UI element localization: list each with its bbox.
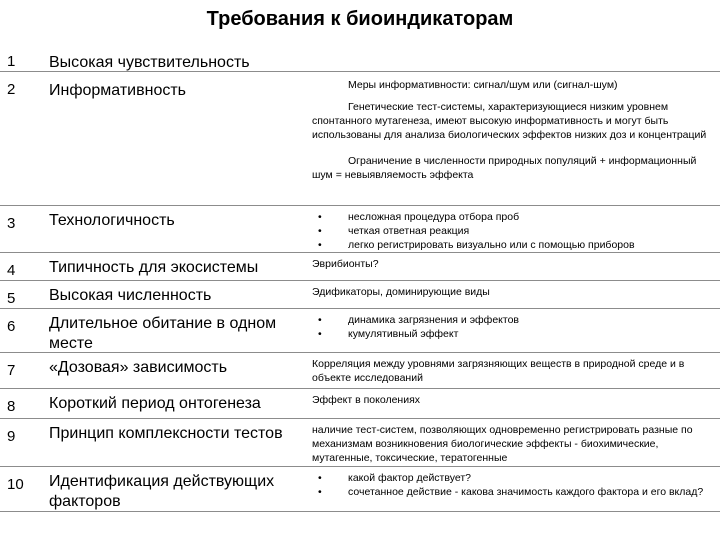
bullet-icon: • xyxy=(318,314,322,326)
requirement-label: Идентификация действующих факторов xyxy=(40,467,306,512)
requirement-label: Высокая численность xyxy=(40,281,306,309)
requirements-table xyxy=(0,44,720,512)
bullet-text: несложная процедура отбора проб xyxy=(348,211,520,223)
note-cell xyxy=(306,206,720,253)
note-cell: наличие тест-систем, позволяющих одновременно регистрировать разные по механизмам возникновения биологические эффекты - биохимические, мутагенные, токсические, тератогенные xyxy=(306,419,720,467)
row-number: 4 xyxy=(0,253,40,281)
note-cell: Эдификаторы, доминирующие виды xyxy=(306,281,720,309)
row-number: 7 xyxy=(0,353,40,389)
row-number: 3 xyxy=(0,206,40,253)
bullet-icon: • xyxy=(318,486,322,498)
note-cell xyxy=(306,72,720,206)
note-cell: Эффект в поколениях xyxy=(306,389,720,419)
bullet-text: кумулятивный эффект xyxy=(348,328,459,340)
row-number: 1 xyxy=(0,44,40,72)
bullet-icon: • xyxy=(318,239,322,251)
empty-note-cell xyxy=(306,44,720,72)
requirement-label: Короткий период онтогенеза xyxy=(40,389,306,419)
row-number: 5 xyxy=(0,281,40,309)
bullet-text: легко регистрировать визуально или с помощью приборов xyxy=(348,239,635,251)
bullet-item xyxy=(312,313,716,327)
note-text: Генетические тест-системы, характеризующиеся низким уровнем спонтанного мутагенеза, имеют высокую информативность и могут быть использованы для анализа биологических эффектов низких доз и концентраций xyxy=(312,101,707,141)
requirement-label: Типичность для экосистемы xyxy=(40,253,306,281)
row-number: 9 xyxy=(0,419,40,467)
requirement-label: «Дозовая» зависимость xyxy=(40,353,306,389)
bullet-item xyxy=(312,238,716,252)
bullet-icon: • xyxy=(318,211,322,223)
requirement-label: Длительное обитание в одном месте xyxy=(40,309,306,353)
bullet-item xyxy=(312,210,716,224)
bullet-item xyxy=(312,471,716,485)
note-text: Меры информативности: сигнал/шум или (сигнал-шум) xyxy=(348,79,618,91)
bullet-text: сочетанное действие - какова значимость каждого фактора и его вклад? xyxy=(348,486,704,498)
note-cell xyxy=(306,467,720,512)
note-text: Ограничение в численности природных популяций + информационный шум = невыявляемость эффекта xyxy=(312,155,697,181)
bullet-item xyxy=(312,224,716,238)
bullet-icon: • xyxy=(318,328,322,340)
row-number: 6 xyxy=(0,309,40,353)
bullet-icon: • xyxy=(318,225,322,237)
bullet-text: динамика загрязнения и эффектов xyxy=(348,314,519,326)
row-number: 8 xyxy=(0,389,40,419)
row-number: 2 xyxy=(0,72,40,206)
note-cell xyxy=(306,309,720,353)
note-cell: Корреляция между уровнями загрязняющих веществ в природной среде и в объекте исследований xyxy=(306,353,720,389)
note-cell: Эврибионты? xyxy=(306,253,720,281)
requirement-label: Информативность xyxy=(40,72,306,206)
row-number: 10 xyxy=(0,467,40,512)
bullet-text: какой фактор действует? xyxy=(348,472,471,484)
bullet-icon: • xyxy=(318,472,322,484)
bullet-item xyxy=(312,485,716,499)
requirement-label: Технологичность xyxy=(40,206,306,253)
requirement-label: Принцип комплексности тестов xyxy=(40,419,306,467)
slide-title: Требования к биоиндикаторам xyxy=(206,8,514,30)
requirement-label: Высокая чувствительность xyxy=(40,44,306,72)
bullet-text: четкая ответная реакция xyxy=(348,225,470,237)
bullet-item xyxy=(312,327,716,341)
